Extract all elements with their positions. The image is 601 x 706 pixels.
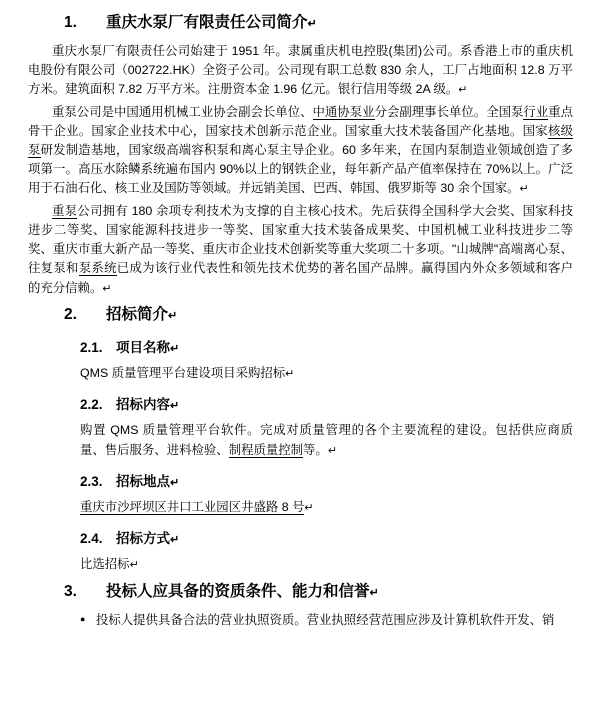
heading-number: 2.4.	[80, 531, 103, 547]
heading-section-2-1	[28, 339, 573, 357]
run-text-underlined: 重庆市沙坪坝区井口工业园区井盛路 8 号	[80, 500, 305, 514]
paragraph-project-name	[28, 364, 573, 383]
run-text: 重泵公司是中国通用机械工业协会副会长单位、	[52, 104, 313, 119]
pilcrow-mark: ↵	[304, 502, 314, 514]
paragraph-bid-location	[28, 498, 573, 517]
run-text-underlined: 核级泵	[28, 123, 574, 158]
paragraph-bid-content	[28, 421, 573, 459]
heading-number: 1.	[64, 14, 77, 31]
run-text-underlined: 制程质量控制	[228, 442, 304, 457]
pilcrow-mark: ↵	[519, 183, 529, 196]
pilcrow-mark: ↵	[307, 18, 317, 30]
heading-number: 2.2.	[80, 397, 103, 413]
heading-text: 投标人应具备的资质条件、能力和信誉	[106, 582, 370, 600]
run-text: QMS 质量管理平台建设项目采购招标	[80, 365, 286, 380]
paragraph-company-intro-1	[28, 42, 573, 100]
heading-number: 2.	[64, 305, 77, 323]
run-text: 研发制造基地，国家级高端容积泵和离心泵主导企业。60 多年来，在国内泵制造业领域创造了多项第一。高压水除鳞系统遍布国内 90%以上的钢铁企业，每年新产品产值率保持在 70%以上。广泛用于石油石化、核工业及国防等领域。并远销美国、巴西、韩国、俄罗斯等 30 余个国家。	[28, 143, 574, 196]
heading-text: 招标方式	[116, 531, 170, 547]
heading-section-3	[28, 582, 573, 603]
pilcrow-mark: ↵	[327, 444, 338, 457]
heading-section-2	[28, 305, 573, 326]
list-item-text: 投标人提供具备合法的营业执照资质。营业执照经营范围应涉及计算机软件开发、销	[96, 612, 555, 627]
paragraph-company-intro-2	[28, 103, 573, 199]
run-text: 公司拥有 180 余项专利技术为支撑的自主核心技术。先后获得全国科学大会奖、国家科技进步二等奖、国家能源科技进步一等奖、国家重大技术装备成果奖、中国机械工业科技进步二等奖、重庆市重大新产品一等奖、重庆市企业技术创新奖等重大奖项二十多项。"山城牌"高端离心泵、往复泵和	[28, 203, 574, 276]
heading-section-1	[28, 13, 573, 34]
pilcrow-mark: ↵	[170, 342, 180, 355]
pilcrow-mark: ↵	[458, 84, 468, 97]
heading-section-2-4	[28, 530, 573, 548]
pilcrow-mark: ↵	[285, 367, 295, 380]
pilcrow-mark: ↵	[170, 534, 180, 547]
list-item	[96, 611, 573, 630]
pilcrow-mark: ↵	[369, 586, 379, 599]
heading-text: 项目名称	[116, 339, 170, 355]
pilcrow-mark: ↵	[129, 559, 139, 572]
paragraph-bid-method	[28, 555, 573, 574]
heading-number: 2.3.	[80, 473, 103, 489]
run-text-underlined: 中通协泵业	[312, 104, 375, 119]
heading-number: 2.1.	[80, 339, 103, 355]
run-text: 已成为该行业代表性和领先技术优势的著名国产品牌。赢得国内外众多领域和客户的充分信赖。	[28, 261, 574, 295]
heading-text: 招标简介	[106, 305, 169, 323]
qualification-bullet-list	[28, 611, 573, 630]
run-text-underlined: 重泵	[52, 203, 78, 218]
heading-section-2-3	[28, 473, 573, 491]
run-text-underlined: 行业	[523, 104, 549, 119]
run-text: 比选招标	[80, 557, 130, 572]
run-text: 重庆水泵厂有限责任公司始建于 1951 年。隶属重庆机电控股(集团)公司。系香港上市的重庆机电股份有限公司（002722.HK）全资子公司。公司现有职工总数 830 余人，工厂占地面积 12.8 万平方米。建筑面积 7.82 万平方米。注册资本金 1.96 亿元。银行信用等级 2A 级。	[28, 43, 573, 97]
pilcrow-mark: ↵	[170, 476, 180, 489]
pilcrow-mark: ↵	[168, 309, 178, 322]
pilcrow-mark: ↵	[170, 400, 180, 413]
heading-text: 招标地点	[116, 473, 170, 489]
run-text: 分会副理事长单位。全国泵	[374, 104, 524, 119]
heading-text: 招标内容	[116, 397, 170, 413]
run-text: 等。	[303, 442, 328, 457]
heading-number: 3.	[64, 582, 77, 600]
paragraph-company-intro-3	[28, 202, 573, 298]
heading-section-2-2	[28, 396, 573, 414]
run-text-underlined: 泵系统	[78, 261, 117, 276]
run-text: 购置 QMS 质量管理平台软件。完成对质量管理的各个主要流程的建设。包括供应商质量、售后服务、进料检验、	[80, 423, 573, 457]
run-text: 重点骨干企业。国家企业技术中心，国家技术创新示范企业。国家重大技术装备国产化基地。国家	[28, 104, 574, 138]
heading-text: 重庆水泵厂有限责任公司简介	[106, 14, 308, 31]
pilcrow-mark: ↵	[102, 282, 112, 295]
